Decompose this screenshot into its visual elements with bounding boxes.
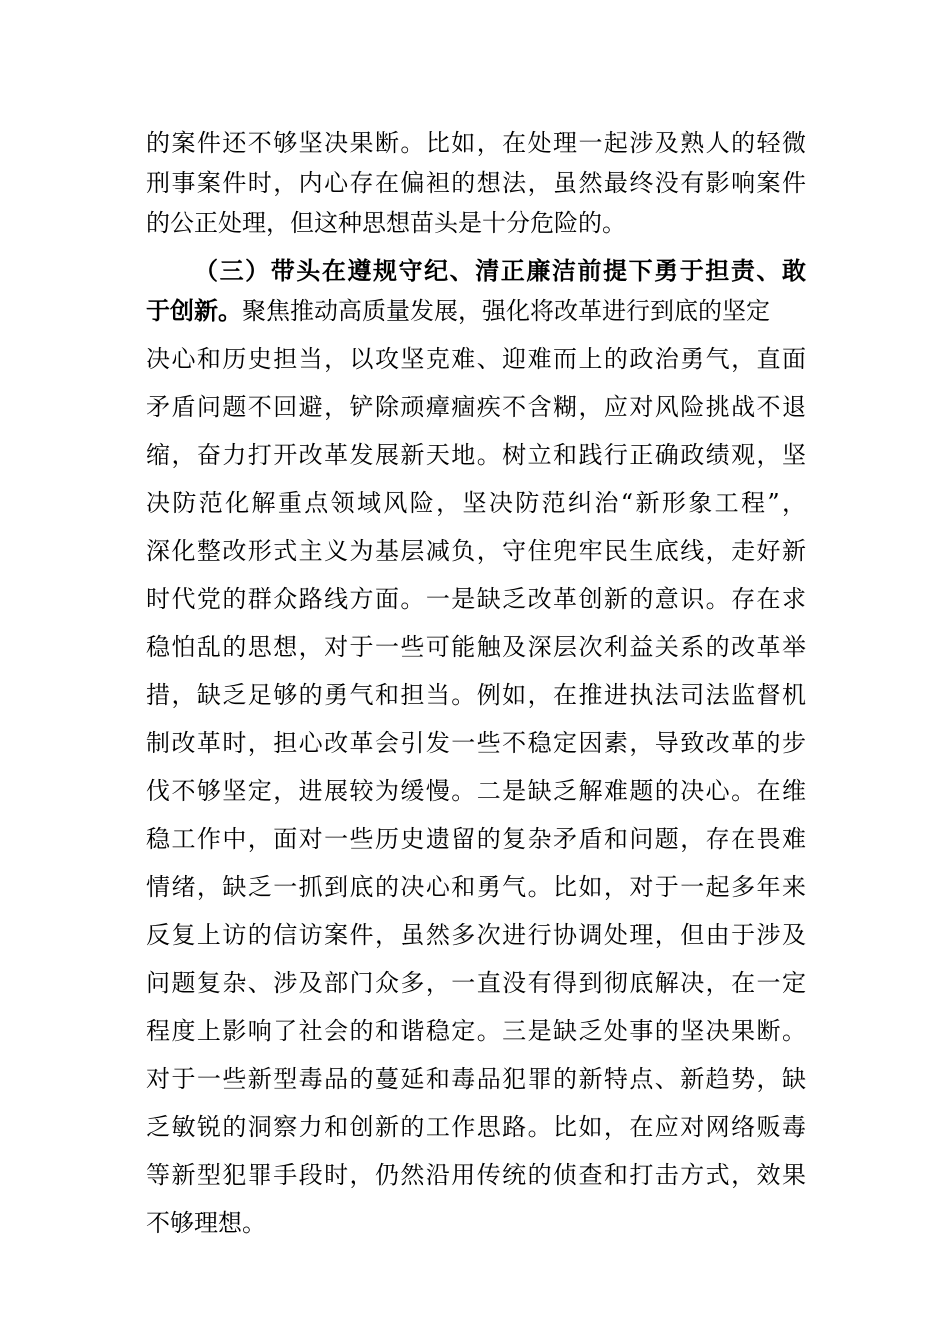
text-line: 缩，奋力打开改革发展新天地。树立和践行正确政绩观，坚 xyxy=(146,441,806,469)
section-heading-end: 于创新。 xyxy=(146,297,242,325)
text-line: 时代党的群众路线方面。一是缺乏改革创新的意识。存在求 xyxy=(146,585,806,613)
text-line: 决防范化解重点领域风险，坚决防范纠治“新形象工程”， xyxy=(146,489,806,517)
text-line: 稳怕乱的思想，对于一些可能触及深层次利益关系的改革举 xyxy=(146,633,806,661)
text-line: 制改革时，担心改革会引发一些不稳定因素，导致改革的步 xyxy=(146,729,806,757)
text-line: 刑事案件时，内心存在偏袒的想法，虽然最终没有影响案件 xyxy=(146,169,806,197)
text-line: 的案件还不够坚决果断。比如，在处理一起涉及熟人的轻微 xyxy=(146,129,806,157)
text-line xyxy=(146,291,806,331)
text-line: 等新型犯罪手段时，仍然沿用传统的侦查和打击方式，效果 xyxy=(146,1161,806,1189)
text-line: 稳工作中，面对一些历史遗留的复杂矛盾和问题，存在畏难 xyxy=(146,825,806,853)
text-line: 乏敏锐的洞察力和创新的工作思路。比如，在应对网络贩毒 xyxy=(146,1113,806,1141)
text-line: 伐不够坚定，进展较为缓慢。二是缺乏解难题的决心。在维 xyxy=(146,777,806,805)
text-line: 问题复杂、涉及部门众多，一直没有得到彻底解决，在一定 xyxy=(146,969,806,997)
text-line: 反复上访的信访案件，虽然多次进行协调处理，但由于涉及 xyxy=(146,921,806,949)
text-line: 措，缺乏足够的勇气和担当。例如，在推进执法司法监督机 xyxy=(146,681,806,709)
section-heading-line: （三）带头在遵规守纪、清正廉洁前提下勇于担责、敢 xyxy=(194,257,806,285)
text-line: 决心和历史担当，以攻坚克难、迎难而上的政治勇气，直面 xyxy=(146,345,806,373)
text-line: 对于一些新型毒品的蔓延和毒品犯罪的新特点、新趋势，缺 xyxy=(146,1065,806,1093)
text-line: 程度上影响了社会的和谐稳定。三是缺乏处事的坚决果断。 xyxy=(146,1017,806,1045)
text-line: 不够理想。 xyxy=(146,1209,266,1237)
text-line: 矛盾问题不回避，铲除顽瘴痼疾不含糊，应对风险挑战不退 xyxy=(146,393,806,421)
text-line: 的公正处理，但这种思想苗头是十分危险的。 xyxy=(146,209,626,237)
text-line-continuation: 聚焦推动高质量发展，强化将改革进行到底的坚定 xyxy=(242,297,770,325)
text-line: 深化整改形式主义为基层减负，守住兜牢民生底线，走好新 xyxy=(146,537,806,565)
text-line: 情绪，缺乏一抓到底的决心和勇气。比如，对于一起多年来 xyxy=(146,873,806,901)
